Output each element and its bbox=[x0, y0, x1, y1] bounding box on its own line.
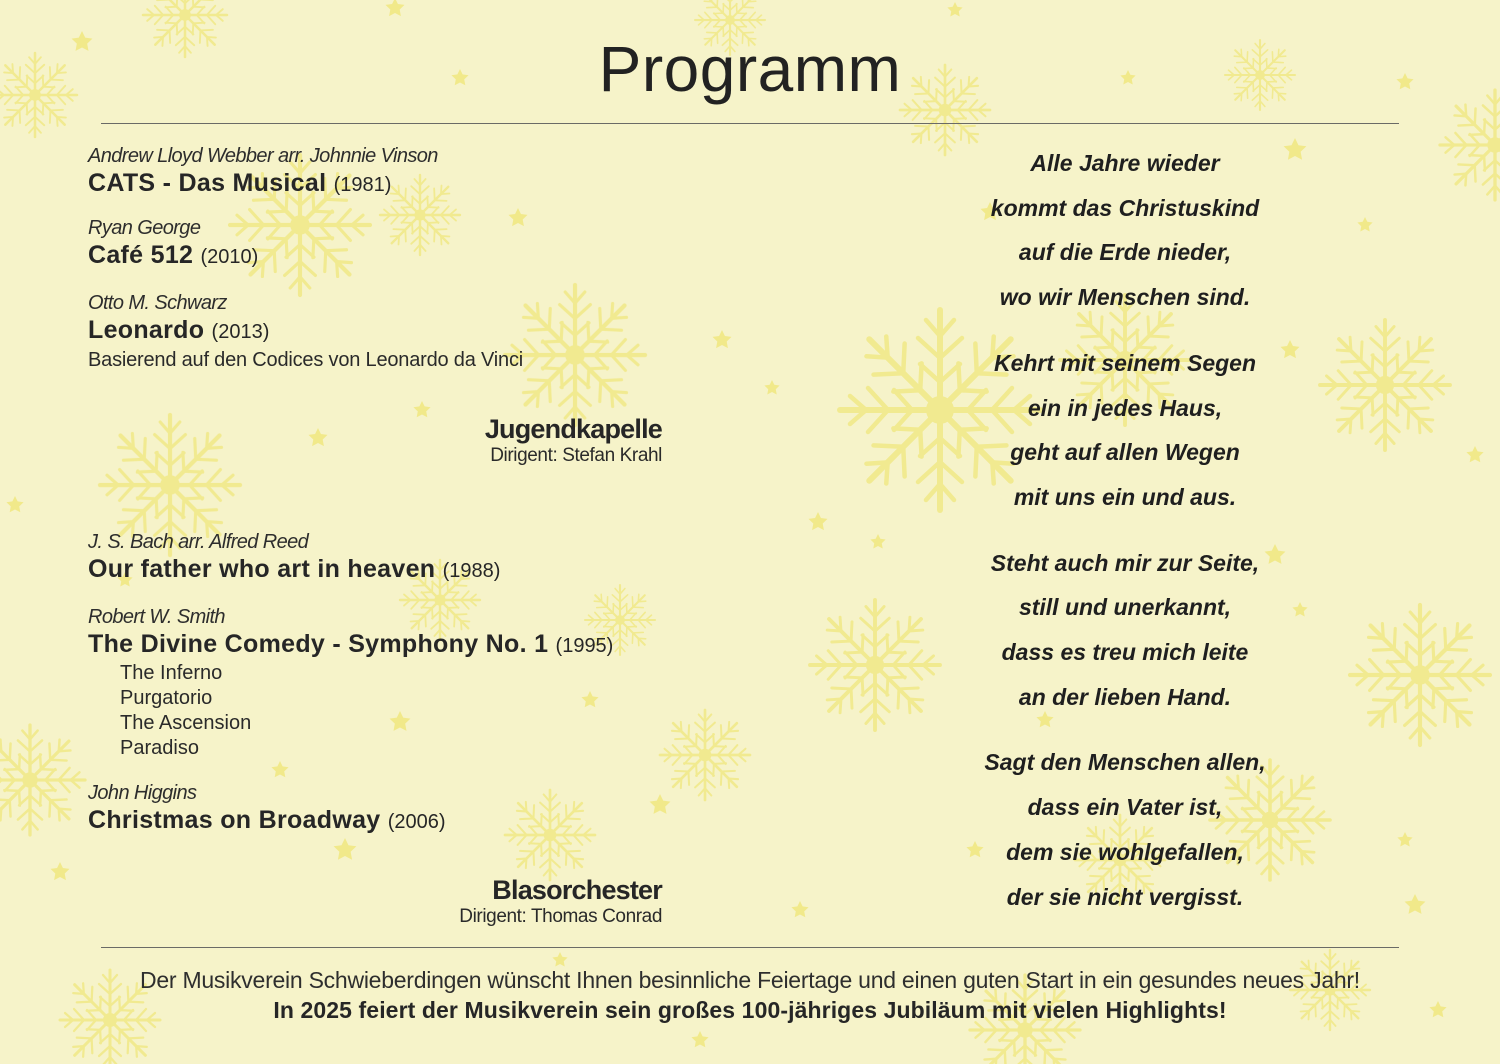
work-year: (1981) bbox=[333, 174, 392, 196]
program-item-christmas-on-broadway bbox=[88, 781, 446, 837]
work-year: (2006) bbox=[387, 811, 446, 833]
composer: John Higgins bbox=[88, 782, 197, 804]
poem bbox=[900, 141, 1350, 940]
footer-anniversary: In 2025 feiert der Musikverein sein großes 100-jähriges Jubiläum mit vielen Highlights! bbox=[273, 997, 1227, 1023]
program-item-leonardo bbox=[88, 291, 523, 373]
work-title: Leonardo (2013) bbox=[88, 316, 270, 344]
poem-line: Alle Jahre wieder bbox=[1030, 150, 1220, 176]
composer: Otto M. Schwarz bbox=[88, 292, 227, 314]
poem-line: wo wir Menschen sind. bbox=[999, 284, 1251, 311]
ensemble-conductor: Dirigent: Thomas Conrad bbox=[459, 906, 662, 927]
work-title: Café 512 (2010) bbox=[88, 241, 259, 269]
ensemble-name: Jugendkapelle bbox=[484, 414, 662, 444]
movement: Paradiso bbox=[120, 737, 199, 759]
poem-line: dem sie wohlgefallen, bbox=[1006, 838, 1244, 865]
poem-line: dass ein Vater ist, bbox=[1027, 794, 1223, 821]
ensemble-name: Blasorchester bbox=[492, 875, 662, 905]
program-item-cats bbox=[88, 144, 438, 200]
ensemble-blasorchester bbox=[459, 875, 662, 929]
footer-greeting: Der Musikverein Schwieberdingen wünscht Ihnen besinnliche Feiertage und einen guten Start in ein gesundes neues Jahr! bbox=[140, 967, 1360, 993]
poem-line: dass es treu mich leite bbox=[1001, 639, 1249, 666]
work-title: Our father who art in heaven (1988) bbox=[88, 555, 501, 583]
poem-line: ein in jedes Haus, bbox=[1027, 394, 1223, 421]
poem-stanza bbox=[900, 541, 1350, 720]
poem-line: an der lieben Hand. bbox=[1018, 683, 1232, 710]
program-item-cafe-512 bbox=[88, 216, 258, 272]
work-title: The Divine Comedy - Symphony No. 1 (1995) bbox=[88, 630, 614, 658]
composer: Andrew Lloyd Webber arr. Johnnie Vinson bbox=[88, 145, 438, 167]
poem-line: der sie nicht vergisst. bbox=[1006, 883, 1244, 910]
program-item-our-father bbox=[88, 530, 500, 586]
work-title: CATS - Das Musical (1981) bbox=[88, 169, 392, 197]
poem-line: kommt das Christuskind bbox=[990, 194, 1260, 221]
movement: Purgatorio bbox=[120, 687, 213, 709]
composer: Ryan George bbox=[88, 217, 201, 239]
work-year: (2010) bbox=[200, 246, 259, 268]
poem-line: Steht auch mir zur Seite, bbox=[990, 549, 1260, 576]
poem-line: geht auf allen Wegen bbox=[1010, 439, 1240, 466]
poem-line: Kehrt mit seinem Segen bbox=[993, 349, 1257, 376]
bottom-divider bbox=[101, 947, 1399, 948]
work-note: Basierend auf den Codices von Leonardo da Vinci bbox=[88, 349, 523, 371]
work-year: (2013) bbox=[211, 321, 270, 343]
ensemble-conductor: Dirigent: Stefan Krahl bbox=[490, 445, 662, 466]
composer: J. S. Bach arr. Alfred Reed bbox=[88, 531, 309, 553]
composer: Robert W. Smith bbox=[88, 606, 225, 628]
movement: The Inferno bbox=[120, 662, 223, 684]
work-year: (1995) bbox=[555, 635, 614, 657]
work-year: (1988) bbox=[442, 560, 501, 582]
movement: The Ascension bbox=[120, 712, 252, 734]
poem-line: auf die Erde nieder, bbox=[1018, 239, 1232, 266]
poem-stanza bbox=[900, 341, 1350, 520]
page-title: Programm bbox=[598, 33, 902, 105]
poem-stanza bbox=[900, 141, 1350, 320]
poem-line: still und unerkannt, bbox=[1018, 594, 1232, 621]
top-divider bbox=[101, 123, 1399, 124]
poem-line: mit uns ein und aus. bbox=[1013, 483, 1237, 510]
poem-line: Sagt den Menschen allen, bbox=[984, 749, 1266, 776]
movement-list bbox=[120, 661, 613, 761]
ensemble-jugendkapelle bbox=[485, 414, 662, 468]
work-title: Christmas on Broadway (2006) bbox=[88, 806, 446, 834]
program-item-divine-comedy bbox=[88, 605, 613, 761]
poem-stanza bbox=[900, 740, 1350, 919]
